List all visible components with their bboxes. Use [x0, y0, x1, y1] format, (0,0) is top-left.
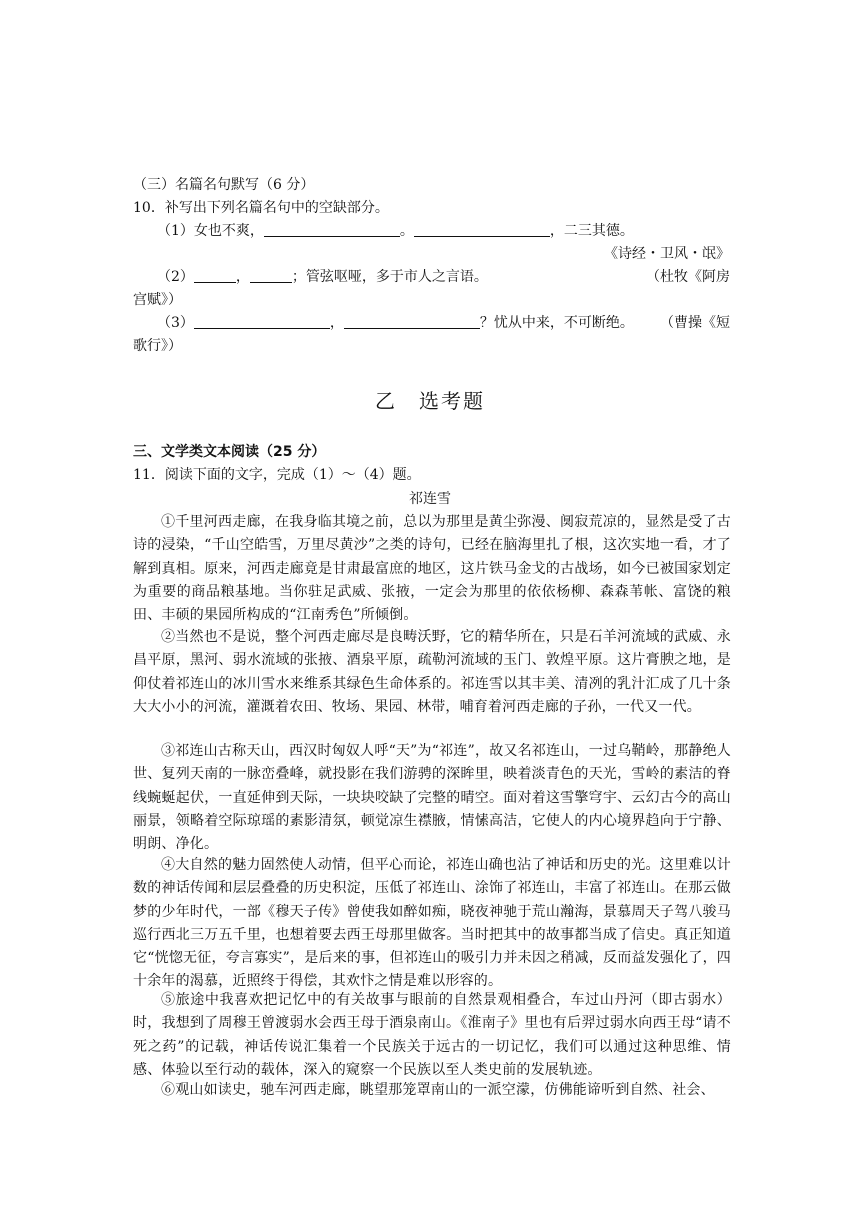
- answer-blank[interactable]: [194, 314, 330, 329]
- q10-item3-suffix: ？忧从中来，不可断绝。: [479, 315, 634, 331]
- article-paragraph: ④大自然的魅力固然使人动情，但平心而论，祁连山确也沾了神话和历史的光。这里难以计数的神话传闻和层层叠叠的历史积淀，压低了祁连山、涂饰了祁连山，丰富了祁连山。在那云做梦的少年时代，一部《穆天子传》曾使我如醉如痴，晓夜神驰于荒山瀚海，景慕周天子驾八骏马巡行西北三万五千里，也想着要去西王母那里做客。当时把其中的故事都当成了信史。真正知道它“恍惚无征，夸言寡实”，是后来的事，但祁连山的吸引力并未因之稍减，反而益发强化了，四十余年的渴慕，近照终于得偿，其欢忭之情是难以形容的。: [133, 857, 731, 990]
- q11-stem: 11．阅读下面的文字，完成（1）～（4）题。: [133, 467, 421, 483]
- q10-stem: 10．补写出下列名篇名句中的空缺部分。: [133, 200, 389, 216]
- q10-item2-prefix: （2）: [157, 269, 194, 285]
- q10-item3-source-b: 歌行》）: [133, 338, 182, 354]
- answer-blank[interactable]: [194, 268, 236, 283]
- answer-blank[interactable]: [344, 314, 480, 329]
- q10-item3-prefix: （3）: [157, 315, 194, 331]
- article-paragraph: ②当然也不是说，整个河西走廊尽是良畴沃野，它的精华所在，只是石羊河流域的武威、永昌平原，黑河、弱水流域的张掖、酒泉平原，疏勒河流域的玉门、敦煌平原。这片膏腴之地，是仰仗着祁连山的冰川雪水来维系其绿色生命体系的。祁连雪以其丰美、清冽的乳汁汇成了几十条大大小小的河流，灌溉着农田、牧场、果园、林带，哺育着河西走廊的子孙，一代又一代。: [133, 629, 731, 715]
- answer-blank[interactable]: [250, 268, 292, 283]
- q10-item2-sep: ，: [235, 269, 250, 285]
- q10-item3-source-a: （曹操《短: [660, 315, 730, 331]
- q10-item2-suffix: ；管弦呕哑，多于市人之言语。: [291, 269, 488, 285]
- q10-item1-mid: 。: [399, 223, 414, 239]
- answer-blank[interactable]: [414, 222, 550, 237]
- section-lit-heading: 三、文学类文本阅读（25 分）: [133, 444, 326, 460]
- article-paragraph: ③祁连山古称天山，西汉时匈奴人呼“天”为“祁连”，故又名祁连山，一过乌鞘岭，那静绝人世、复列天南的一脉峦叠峰，就投影在我们游骋的深眸里，映着淡青色的天光，雪岭的素洁的脊线蜿蜒起伏，一直延伸到天际，一块块咬缺了完整的晴空。面对着这雪擎穹宇、云幻古今的高山丽景，领略着空际琼瑶的素影清氛，顿觉凉生襟腋，情愫高洁，它使人的内心境界趋向于宁静、明朗、净化。: [133, 743, 731, 853]
- q10-item2-source-b: 宫赋》）: [133, 292, 182, 308]
- article-paragraph: ⑤旅途中我喜欢把记忆中的有关故事与眼前的自然景观相叠合，车过山丹河（即古弱水）时，我想到了周穆王曾渡弱水会西王母于酒泉南山。《淮南子》里也有后羿过弱水向西王母“请不死之药”的记载，神话传说汇集着一个民族关于远古的一切记忆，我们可以通过这种思维、情感、体验以至行动的载体，深入的窥察一个民族以至人类史前的发展轨迹。: [133, 992, 731, 1078]
- q10-item1-source: 《诗经・卫风・氓》: [604, 246, 730, 262]
- answer-blank[interactable]: [264, 222, 400, 237]
- q10-item2-source-a: （杜牧《阿房: [646, 269, 730, 285]
- section3-heading: （三）名篇名句默写（6 分）: [133, 177, 315, 193]
- q10-item3-sep: ，: [329, 315, 344, 331]
- article-paragraph: ⑥观山如读史，驰车河西走廊，眺望那笼罩南山的一派空濛，仿佛能谛听到自然、社会、: [161, 1082, 715, 1098]
- article-title: 祁连雪: [409, 491, 451, 507]
- part-title: 乙 选考题: [375, 389, 485, 413]
- q10-item1: [157, 220, 732, 242]
- article-paragraph: ①千里河西走廊，在我身临其境之前，总以为那里是黄尘弥漫、阒寂荒凉的，显然是受了古诗的浸染，“千山空皓雪，万里尽黄沙”之类的诗句，已经在脑海里扎了根，这次实地一看，才了解到真相。原来，河西走廊竟是甘肃最富庶的地区，这片铁马金戈的古战场，如今已被国家划定为重要的商品粮基地。当你驻足武威、张掖，一定会为那里的依依杨柳、森森苇帐、富饶的粮田、丰硕的果园所构成的“江南秀色”所倾倒。: [133, 514, 731, 624]
- q10-item1-prefix: （1）女也不爽，: [157, 223, 264, 239]
- q10-item1-suffix: ，二三其德。: [549, 223, 634, 239]
